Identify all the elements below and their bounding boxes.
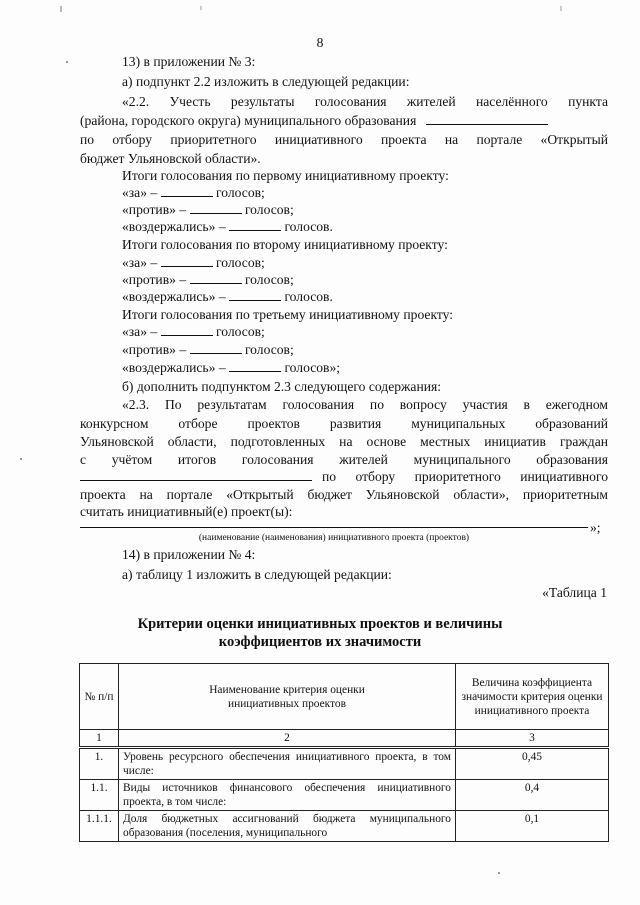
vote-unit: голосов; <box>244 202 294 217</box>
item-14-sub-a: а) таблицу 1 изложить в следующей редакции: <box>122 567 392 582</box>
project-names-blank <box>80 527 588 528</box>
municipality-name-blank <box>426 112 548 125</box>
vote-vozd-label: «воздержались» – <box>122 360 226 375</box>
scan-mark <box>560 6 562 11</box>
row-num: 1.1. <box>80 780 119 811</box>
table-header-row <box>80 664 609 730</box>
municipality-name-blank <box>80 468 312 481</box>
row-criterion: Доля бюджетных ассигнований бюджета муниципального образования (поселения, муниципального <box>119 811 456 842</box>
item-13-heading: 13) в приложении № 3: <box>122 54 256 69</box>
vote-blank <box>190 201 242 214</box>
table-row <box>80 748 609 780</box>
clause-2-2-line-4: бюджет Ульяновской области». <box>80 151 261 166</box>
vote-unit: голосов. <box>284 289 333 304</box>
table-row <box>80 811 609 842</box>
clause-2-3-line-1: «2.3. По результатам голосования по вопросу участия в ежегодном <box>122 397 608 412</box>
vote-vozd-label: «воздержались» – <box>122 219 226 234</box>
clause-2-3-line-4: с учётом итогов голосования жителей муниципального образования <box>80 452 608 467</box>
scan-speck <box>66 61 68 63</box>
vote-blank <box>161 184 213 197</box>
clause-2-3-line-5 <box>80 467 312 486</box>
vote-vozd-label: «воздержались» – <box>122 289 226 304</box>
scan-mark <box>60 6 62 12</box>
vote-blank <box>229 218 281 231</box>
vote-blank <box>229 359 281 372</box>
header-num: № п/п <box>80 664 119 730</box>
col-num-2: 2 <box>119 730 456 748</box>
criteria-table <box>79 663 609 842</box>
project-names-caption: (наименование (наименования) инициативного проекта (проектов) <box>198 533 470 543</box>
table-label: «Таблица 1 <box>542 585 607 600</box>
col-num-1: 1 <box>80 730 119 748</box>
vote-3-za <box>122 322 265 341</box>
scan-speck <box>20 458 22 460</box>
vote-protiv-label: «против» – <box>122 202 187 217</box>
vote-3-heading: Итоги голосования по третьему инициативному проекту: <box>122 307 454 322</box>
vote-blank <box>229 288 281 301</box>
vote-protiv-label: «против» – <box>122 272 187 287</box>
page-number: 8 <box>316 35 324 50</box>
vote-2-heading: Итоги голосования по второму инициативному проекту: <box>122 237 448 252</box>
vote-unit: голосов; <box>244 342 294 357</box>
col-num-3: 3 <box>456 730 609 748</box>
table-title-line-1: Критерии оценки инициативных проектов и величины <box>137 616 503 632</box>
scan-speck <box>498 872 500 874</box>
row-criterion: Виды источников финансового обеспечения инициативного проекта, в том числе: <box>119 780 456 811</box>
vote-blank <box>161 254 213 267</box>
clause-2-3-line-7: считать инициативный(е) проект(ы): <box>80 504 293 519</box>
vote-1-heading: Итоги голосования по первому инициативному проекту: <box>122 168 449 183</box>
vote-blank <box>161 323 213 336</box>
vote-unit: голосов. <box>284 219 333 234</box>
vote-protiv-label: «против» – <box>122 342 187 357</box>
vote-unit: голосов; <box>216 185 265 200</box>
clause-2-2-line-2 <box>80 111 548 130</box>
vote-unit: голосов»; <box>284 360 341 375</box>
vote-unit: голосов; <box>216 324 265 339</box>
table-row <box>80 780 609 811</box>
vote-3-vozd <box>122 358 340 377</box>
vote-unit: голосов; <box>244 272 294 287</box>
row-coefficient: 0,45 <box>456 748 609 780</box>
vote-1-vozd <box>122 217 333 236</box>
row-criterion: Уровень ресурсного обеспечения инициативного проекта, в том числе: <box>119 748 456 780</box>
clause-2-3-line-6: проекта на портале «Открытый бюджет Ульяновской области», приоритетным <box>80 487 608 502</box>
vote-unit: голосов; <box>216 255 265 270</box>
header-name-text: Наименование критерия оценки инициативных проектов <box>209 683 365 710</box>
header-coef: Величина коэффициента значимости критерия оценки инициативного проекта <box>456 664 609 730</box>
scan-mark <box>200 6 202 10</box>
vote-3-protiv <box>122 340 294 359</box>
row-num: 1. <box>80 748 119 780</box>
item-13-sub-b: б) дополнить подпунктом 2.3 следующего содержания: <box>122 379 442 394</box>
item-13-sub-a: а) подпункт 2.2 изложить в следующей редакции: <box>122 74 410 89</box>
clause-2-3-line-3: Ульяновской области, подготовленных на основе местных инициатив граждан <box>80 434 608 449</box>
row-num: 1.1.1. <box>80 811 119 842</box>
vote-2-vozd <box>122 287 333 306</box>
header-name <box>119 664 456 730</box>
clause-2-2-line-2-text: (района, городского округа) муниципального образования <box>80 113 417 128</box>
item-14-heading: 14) в приложении № 4: <box>122 547 256 562</box>
vote-blank <box>190 341 242 354</box>
vote-za-label: «за» – <box>122 324 158 339</box>
clause-2-2-line-1: «2.2. Учесть результаты голосования жителей населённого пункта <box>122 94 608 109</box>
row-coefficient: 0,1 <box>456 811 609 842</box>
table-title-line-2: коэффициентов их значимости <box>218 634 422 650</box>
row-coefficient: 0,4 <box>456 780 609 811</box>
clause-2-3-end: »; <box>590 520 601 535</box>
vote-za-label: «за» – <box>122 185 158 200</box>
vote-blank <box>190 271 242 284</box>
clause-2-3-line-2: конкурсном отборе проектов развития муниципальных образований <box>80 416 608 431</box>
vote-za-label: «за» – <box>122 255 158 270</box>
clause-2-2-line-3: по отбору приоритетного инициативного проекта на портале «Открытый <box>80 132 608 147</box>
column-number-row <box>80 730 609 748</box>
clause-2-3-line-5-text: по отбору приоритетного инициативного <box>322 469 608 484</box>
